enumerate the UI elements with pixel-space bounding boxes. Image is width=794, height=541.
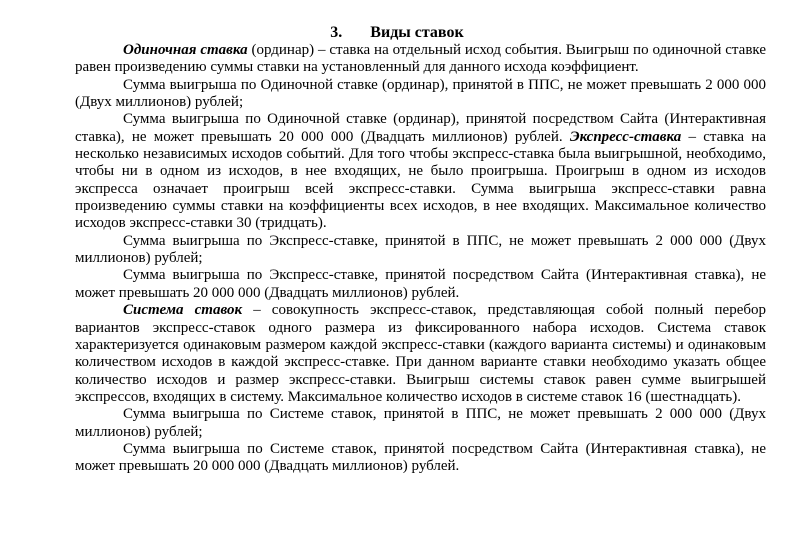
- paragraph-text: – ставка на несколько независимых исходов событий. Для того чтобы экспресс-ставка была выигрышной, необходимо, чтобы ни в одном из исходов, в нее входящих, не было проигрыша. Проигрыш в одном из исходов экспресса означает проигрыш всей экспресс-ставки. Сумма выигрыша экспресс-ставки равна произведению суммы ставки на коэффициенты всех исходов, в нее входящих. Максимальное количество исходов экспресс-ставки 30 (тридцать).: [75, 128, 766, 232]
- section-number: 3.: [330, 24, 343, 41]
- paragraph-system-site-limit: Сумма выигрыша по Системе ставок, принятой посредством Сайта (Интерактивная ставка), не может превышать 20 000 000 (Двадцать миллионов) рублей.: [75, 440, 766, 475]
- term-single-bet: Одиночная ставка: [123, 42, 248, 58]
- paragraph-single-bet-pps-limit: Сумма выигрыша по Одиночной ставке (ординар), принятой в ППС, не может превышать 2 000 000 (Двух миллионов) рублей;: [75, 76, 766, 111]
- paragraph-text: Сумма выигрыша по Одиночной ставке (ординар), принятой посредством Сайта (Интерактивная ставка), не может превышать 20 000 000 (Двадцать миллионов) рублей.: [75, 111, 766, 145]
- section-heading: [0, 24, 794, 42]
- paragraph-express-pps-limit: Сумма выигрыша по Экспресс-ставке, принятой в ППС, не может превышать 2 000 000 (Двух миллионов) рублей;: [75, 232, 766, 267]
- paragraph-system-bet: [75, 302, 766, 406]
- term-system-bet: Система ставок: [123, 302, 243, 319]
- paragraph-text: – совокупность экспресс-ставок, представляющая собой полный перебор вариантов экспресс-ставок одного размера из фиксированного набора исходов. Система ставок характеризуется одинаковым размером каждой экспресс-ставки (каждого варианта системы) и одинаковым количеством исходов в каждой экспресс-ставке. При данном варианте ставки необходимо указать общее количество исходов и размер экспресс-ставки. Выигрыш системы ставок равен сумме выигрышей экспрессов, входящих в систему. Максимальное количество исходов в системе ставок 16 (шестнадцать).: [75, 302, 766, 405]
- document-body: [75, 42, 766, 476]
- paragraph-single-bet: [75, 42, 766, 77]
- paragraph-express-bet: [75, 111, 766, 232]
- paragraph-express-site-limit: Сумма выигрыша по Экспресс-ставке, принятой посредством Сайта (Интерактивная ставка), не может превышать 20 000 000 (Двадцать миллионов) рублей.: [75, 267, 766, 301]
- term-express-bet: Экспресс-ставка: [569, 128, 682, 145]
- paragraph-text: (ординар) – ставка на отдельный исход события. Выигрыш по одиночной ставке равен произведению суммы ставки на установленный для данного исхода коэффициент.: [75, 42, 766, 76]
- paragraph-system-pps-limit: Сумма выигрыша по Системе ставок, принятой в ППС, не может превышать 2 000 000 (Двух миллионов) рублей;: [75, 406, 766, 440]
- section-title: Виды ставок: [370, 24, 464, 41]
